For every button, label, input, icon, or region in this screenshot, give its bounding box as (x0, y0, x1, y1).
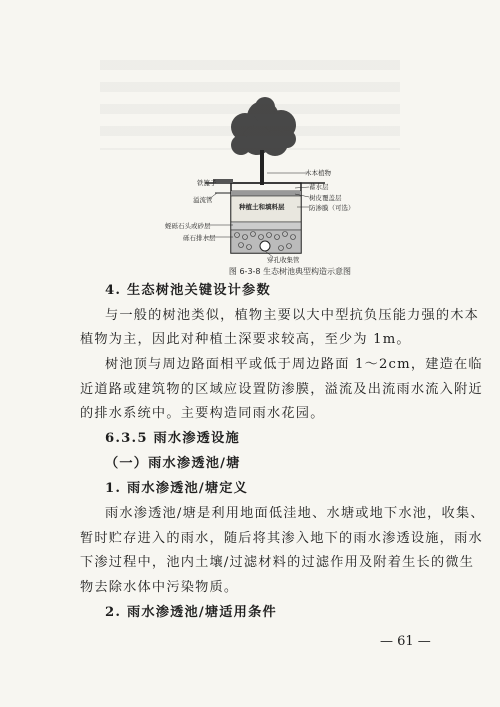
paragraph-3-line-1: 雨水渗透池/塘是利用地面低洼地、水塘或地下水池，收集、 (105, 506, 485, 521)
heading-4: 4. 生态树池关键设计参数 (105, 283, 271, 298)
paragraph-1-line-1: 与一般的树池类似，植物主要以大中型抗负压能力强的木本 (105, 308, 480, 323)
paragraph-2-line-3: 的排水系统中。主要构造同雨水花园。 (80, 406, 325, 421)
label-gravel-sand: 蛭砾石头或砂层 (165, 222, 211, 230)
tree-canopy (231, 97, 296, 156)
page-number: — 61 — (380, 634, 431, 649)
subsection-1-title: （一）雨水渗透池/塘 (105, 456, 241, 471)
paragraph-3-line-3: 下渗过程中，池内土壤/过滤材料的过滤作用及附着生长的微生 (80, 555, 475, 570)
paragraph-3-line-2: 暂时贮存进入的雨水，随后将其渗入地下的雨水渗透设施，雨水 (80, 531, 483, 546)
tree-trunk (260, 150, 264, 185)
label-tree: 木本植物 (305, 169, 331, 177)
collector-pipe (260, 241, 270, 251)
label-water-storage: 蓄水层 (309, 183, 329, 191)
figure-caption: 图 6-3-8 生态树池典型构造示意图 (228, 267, 352, 276)
tree-pit-svg (205, 95, 365, 265)
paragraph-1-line-2: 植物为主，因此对种植土深要求较高，至少为 1m。 (80, 332, 411, 347)
label-impermeable: 防渗膜（可选） (309, 204, 355, 212)
item-1-title: 1. 雨水渗透池/塘定义 (105, 481, 249, 496)
label-collector-pipe: 穿孔收集管 (267, 256, 300, 264)
label-drain-layer: 砾石排水层 (183, 234, 216, 242)
section-6-3-5-title: 6.3.5 雨水渗透设施 (105, 431, 240, 446)
paragraph-2-line-2: 近道路或建筑物的区域应设置防渗膜，溢流及出流雨水流入附近 (80, 382, 483, 397)
paragraph-2-line-1: 树池顶与周边路面相平或低于周边路面 1～2cm，建造在临 (105, 357, 483, 372)
tree-pit-diagram (165, 95, 365, 265)
label-grate: 铁篦子 (197, 179, 217, 187)
label-overflow-pipe: 溢流管 (193, 196, 213, 204)
label-mulch: 树皮覆盖层 (309, 194, 342, 202)
paragraph-3-line-4: 物去除水体中污染物质。 (80, 580, 239, 595)
item-2-title: 2. 雨水渗透池/塘适用条件 (105, 605, 277, 620)
label-soil: 种植土和填料层 (239, 203, 285, 211)
